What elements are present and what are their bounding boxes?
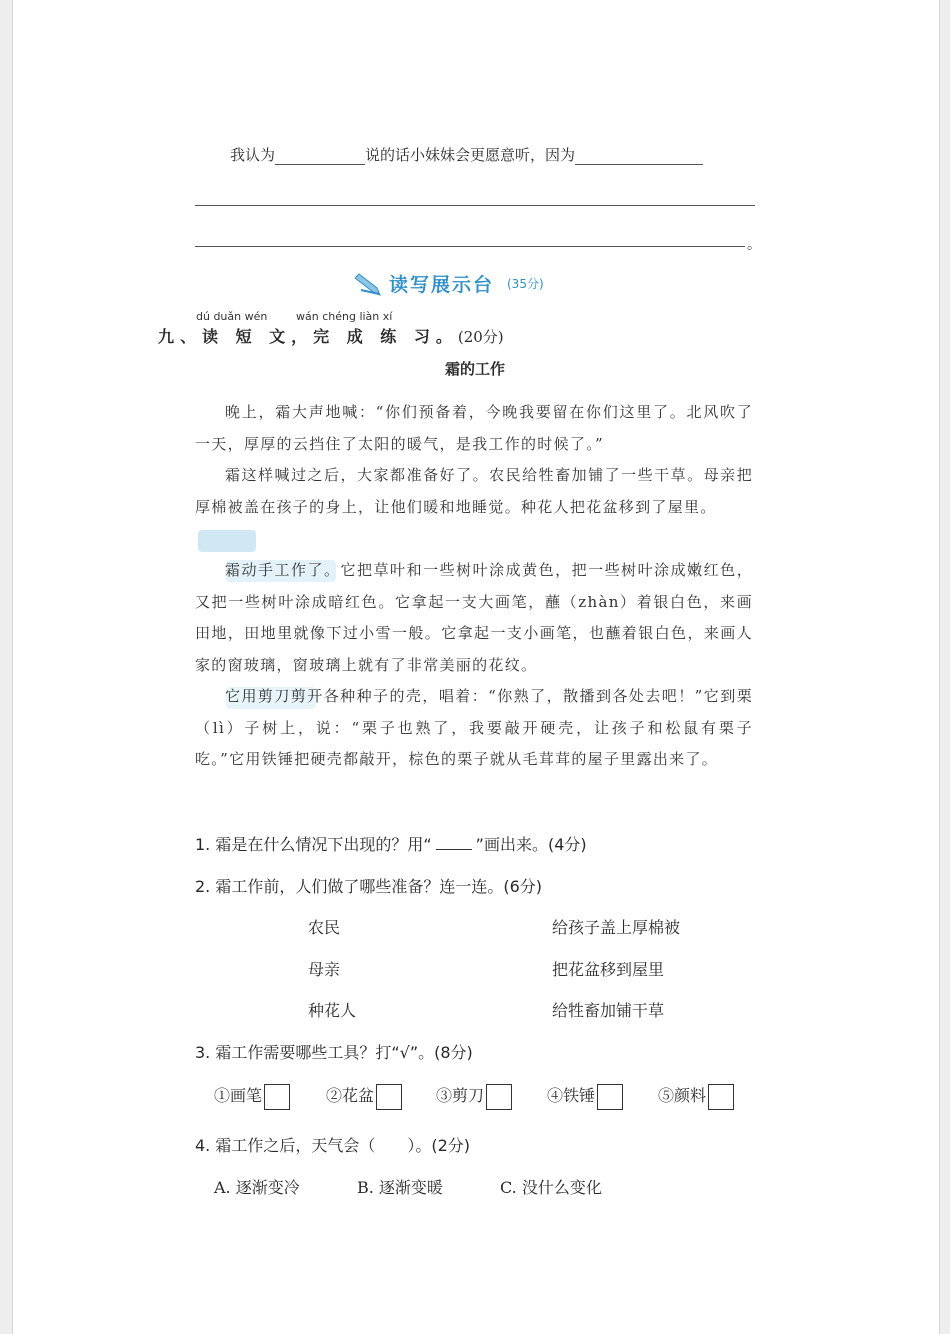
answer-line-2[interactable] xyxy=(195,246,745,247)
question-1 xyxy=(195,832,587,855)
match-right-item[interactable]: 把花盆移到屋里 xyxy=(552,960,665,979)
highlight-mark xyxy=(198,530,256,552)
question-9-points: (20分) xyxy=(457,328,504,346)
tool-label: ①画笔 xyxy=(214,1086,263,1105)
tool-label: ③剪刀 xyxy=(436,1086,485,1105)
match-right-item[interactable]: 给孩子盖上厚棉被 xyxy=(552,918,681,937)
tool-checkbox[interactable] xyxy=(486,1084,512,1110)
pinyin-read-short-text: dú duǎn wén xyxy=(196,310,268,323)
answer-option-a[interactable]: A. 逐渐变冷 xyxy=(214,1178,300,1197)
answer-line-1[interactable] xyxy=(195,205,755,206)
match-left-item[interactable]: 种花人 xyxy=(308,1001,357,1020)
tool-option xyxy=(547,1083,623,1109)
section-banner xyxy=(355,266,555,298)
tool-option xyxy=(326,1083,402,1109)
question-4: 4. 霜工作之后，天气会（ ）。(2分) xyxy=(195,1136,471,1155)
question-3: 3. 霜工作需要哪些工具？打“√”。(8分) xyxy=(195,1043,473,1062)
passage-paragraph-3: 霜动手工作了。它把草叶和一些树叶涂成黄色，把一些树叶涂成嫩红色，又把一些树叶涂成暗红色。它拿起一支大画笔，蘸（zhàn）着银白色，来画田地，田地里就像下过小雪一般。它拿起一支小画笔，也蘸着银白色，来画人家的窗玻璃，窗玻璃上就有了非常美丽的花纹。 xyxy=(195,561,753,674)
question-2: 2. 霜工作前，人们做了哪些准备？连一连。(6分) xyxy=(195,877,543,896)
fill-in-sentence xyxy=(230,144,703,165)
passage-paragraph-4: 它用剪刀剪开各种种子的壳，唱着：“你熟了，散播到各处去吧！”它到栗（lì）子树上，说：“栗子也熟了，我要敲开硬壳，让孩子和松鼠有栗子吃。”它用铁锤把硬壳都敲开，棕色的栗子就从毛茸茸的屋子里露出来了。 xyxy=(195,687,753,768)
answer-option-b[interactable]: B. 逐渐变暖 xyxy=(357,1178,443,1197)
passage-title: 霜的工作 xyxy=(444,360,505,378)
question-1-after: ”画出来。(4分) xyxy=(475,835,587,854)
passage-paragraph-2: 霜这样喊过之后，大家都准备好了。农民给牲畜加铺了一些干草。母亲把厚棉被盖在孩子的身上，让他们暖和地睡觉。种花人把花盆移到了屋里。 xyxy=(195,466,753,516)
answer-blank-1[interactable] xyxy=(275,146,365,165)
tool-label: ⑤颜料 xyxy=(658,1086,707,1105)
match-left-item[interactable]: 农民 xyxy=(308,918,341,937)
sentence-end-mark: 。 xyxy=(747,237,761,253)
tool-option xyxy=(436,1083,512,1109)
answer-option-c[interactable]: C. 没什么变化 xyxy=(500,1178,602,1197)
tool-checkbox[interactable] xyxy=(264,1084,290,1110)
tool-label: ④铁锤 xyxy=(547,1086,596,1105)
pencil-icon xyxy=(355,268,383,296)
section-title: 读写展示台 xyxy=(389,274,495,296)
match-left-item[interactable]: 母亲 xyxy=(308,960,341,979)
question-9-label: 九、读 短 文，完 成 练 习。 xyxy=(158,327,458,346)
pinyin-complete-exercise: wán chéng liàn xí xyxy=(296,310,393,323)
match-right-item[interactable]: 给牲畜加铺干草 xyxy=(552,1001,665,1020)
tool-option xyxy=(214,1083,290,1109)
tool-option xyxy=(658,1083,734,1109)
tool-checkbox[interactable] xyxy=(376,1084,402,1110)
underline-sample xyxy=(436,835,472,850)
tool-checkbox[interactable] xyxy=(597,1084,623,1110)
passage-paragraph-1: 晚上，霜大声地喊：“你们预备着，今晚我要留在你们这里了。北风吹了一天，厚厚的云挡住了太阳的暖气，是我工作的时候了。” xyxy=(195,403,753,453)
section-score: (35分) xyxy=(507,277,544,291)
sentence-prefix: 我认为 xyxy=(230,146,276,164)
tool-checkbox[interactable] xyxy=(708,1084,734,1110)
tool-label: ②花盆 xyxy=(326,1086,375,1105)
question-9-heading xyxy=(158,324,504,347)
question-1-before: 1. 霜是在什么情况下出现的？用“ xyxy=(195,835,432,854)
answer-blank-2[interactable] xyxy=(575,146,703,165)
sentence-middle: 说的话小妹妹会更愿意听，因为 xyxy=(365,146,576,164)
